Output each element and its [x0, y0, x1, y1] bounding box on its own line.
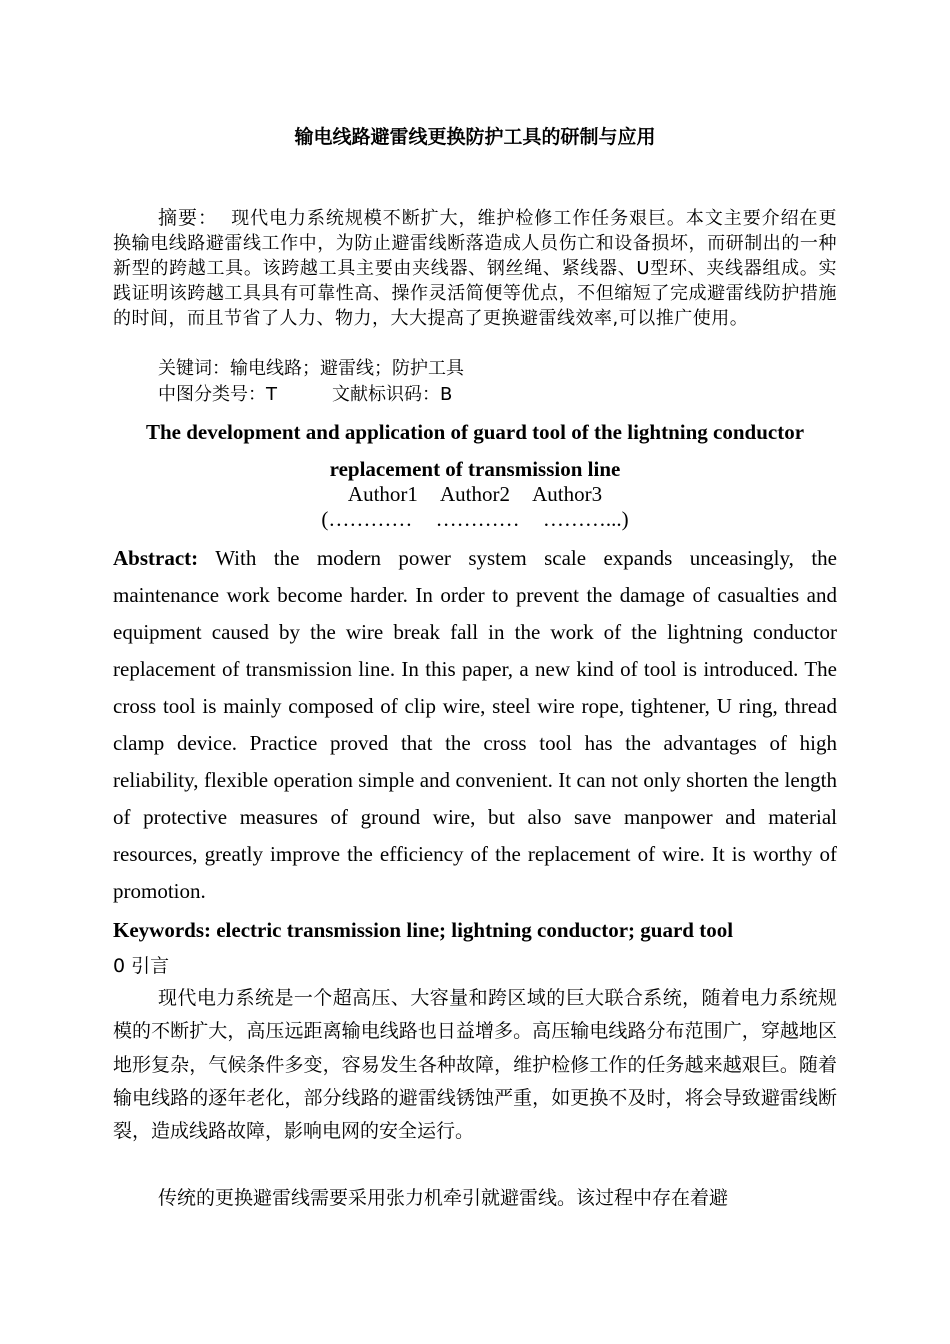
- clc-value: T: [266, 384, 277, 405]
- english-keywords: Keywords: electric transmission line; lightning conductor; guard tool: [113, 918, 734, 942]
- english-abstract-label: Abstract:: [113, 546, 199, 570]
- english-abstract: [113, 540, 837, 910]
- classification-line: [158, 382, 838, 407]
- clc-label: 中图分类号：: [158, 384, 266, 405]
- chinese-abstract-text: 现代电力系统规模不断扩大，维护检修工作任务艰巨。本文主要介绍在更换输电线路避雷线工作中，为防止避雷线断落造成人员伤亡和设备损坏，而研制出的一种新型的跨越工具。该跨越工具主要由夹线器、钢丝绳、紧线器、U型环、夹线器组成。实践证明该跨越工具具有可靠性高、操作灵活简便等优点，不但缩短了完成避雷线防护措施的时间，而且节省了人力、物力，大大提高了更换避雷线效率,可以推广使用。: [113, 208, 837, 329]
- authors: Author1 Author2 Author3: [347, 482, 603, 506]
- doc-code-value: B: [440, 384, 453, 405]
- chinese-keywords-text: 输电线路；避雷线；防护工具: [230, 358, 464, 379]
- paper-title: 输电线路避雷线更换防护工具的研制与应用: [294, 126, 656, 148]
- section-heading: 0 引言: [113, 955, 170, 977]
- chinese-keywords-label: 关键词：: [158, 358, 230, 379]
- chinese-keywords: [158, 356, 838, 381]
- affiliation: (………… ………… ………...): [321, 507, 629, 531]
- body-paragraph-1: 现代电力系统是一个超高压、大容量和跨区域的巨大联合系统，随着电力系统规模的不断扩大，高压远距离输电线路也日益增多。高压输电线路分布范围广，穿越地区地形复杂，气候条件多变，容易发生各种故障，维护检修工作的任务越来越艰巨。随着输电线路的逐年老化，部分线路的避雷线锈蚀严重，如更换不及时，将会导致避雷线断裂，造成线路故障，影响电网的安全运行。: [113, 987, 837, 1143]
- doc-code-label: 文献标识码：: [332, 384, 440, 405]
- body-paragraph-2: 传统的更换避雷线需要采用张力机牵引就避雷线。该过程中存在着避: [158, 1187, 729, 1209]
- chinese-abstract-label: 摘要：: [158, 207, 218, 229]
- english-abstract-text: With the modern power system scale expands unceasingly, the maintenance work become harder. In order to prevent the damage of casualties and equipment caused by the wire break fall in the work of the lightning conductor replacement of transmission line. In this paper, a new kind of tool is introduced. The cross tool is mainly composed of clip wire, steel wire rope, tightener, U ring, thread clamp device. Practice proved that the cross tool has the advantages of high reliability, flexible operation simple and convenient. It can not only shorten the length of protective measures of ground wire, but also save manpower and material resources, greatly improve the efficiency of the replacement of wire. It is worthy of promotion.: [113, 546, 837, 903]
- chinese-abstract: [113, 206, 837, 331]
- english-title-line-1: The development and application of guard tool of the lightning conductor: [145, 420, 805, 444]
- english-title-line-2: replacement of transmission line: [329, 457, 621, 481]
